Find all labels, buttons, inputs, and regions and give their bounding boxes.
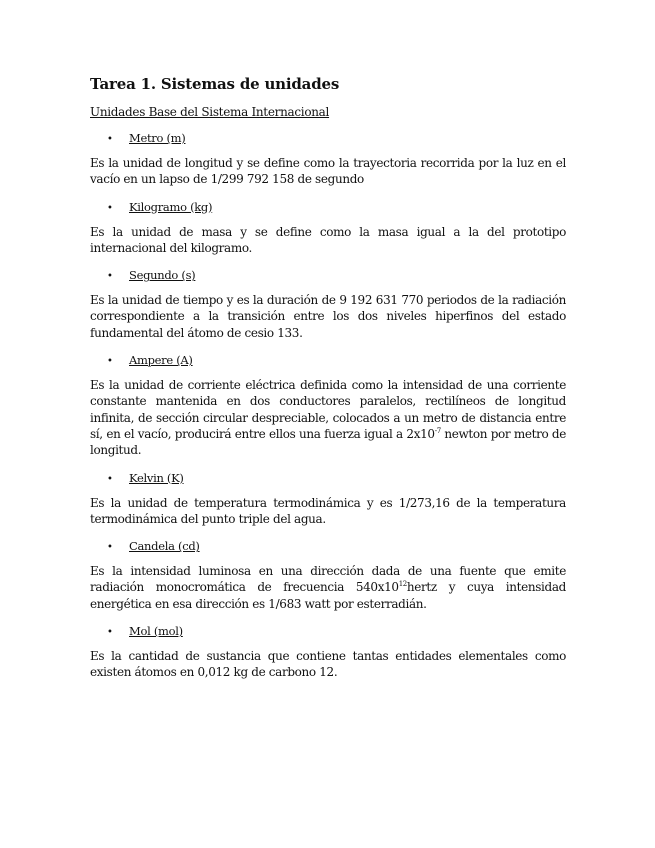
exponent: 12 <box>398 580 407 589</box>
unit-heading <box>90 470 566 488</box>
unit-description-text: hertz y cuya intensidad energética en esa dirección es 1/683 watt por esterradián. <box>90 580 566 611</box>
unit-label: Kilogramo (kg) <box>129 199 213 214</box>
unit-description <box>90 563 566 612</box>
unit-heading <box>90 623 566 641</box>
unit-section-ampere <box>90 352 566 458</box>
bullet-icon: • <box>107 202 113 214</box>
unit-heading <box>90 538 566 556</box>
unit-label: Kelvin (K) <box>129 470 184 485</box>
bullet-icon: • <box>107 627 113 639</box>
unit-section-mol <box>90 623 566 681</box>
unit-label: Metro (m) <box>129 131 186 145</box>
unit-label: Candela (cd) <box>129 539 200 554</box>
unit-description-text: newton por metro de longitud. <box>90 426 566 458</box>
unit-description: Es la cantidad de sustancia que contiene tantas entidades elementales como existen átomos en 0,012 kg de carbono 12. <box>90 649 566 680</box>
unit-heading <box>90 267 566 285</box>
unit-description: Es la unidad de masa y se define como la masa igual a la del prototipo internacional del kilogramo. <box>90 224 566 255</box>
unit-label: Segundo (s) <box>129 268 196 283</box>
unit-label: Mol (mol) <box>129 624 183 639</box>
unit-section-metro <box>90 130 566 188</box>
unit-label: Ampere (A) <box>129 353 193 368</box>
bullet-icon: • <box>107 473 113 485</box>
unit-section-segundo <box>90 267 566 341</box>
bullet-icon: • <box>107 356 113 368</box>
document-subtitle: Unidades Base del Sistema Internacional <box>90 105 330 119</box>
unit-section-kelvin <box>90 470 566 528</box>
unit-heading <box>90 199 566 217</box>
unit-description <box>90 377 566 458</box>
unit-section-candela <box>90 538 566 612</box>
unit-heading <box>90 130 566 148</box>
document-page <box>90 74 566 692</box>
document-title: Tarea 1. Sistemas de unidades <box>90 75 340 93</box>
bullet-icon: • <box>107 134 113 145</box>
unit-description: Es la unidad de longitud y se define como la trayectoria recorrida por la luz en el vacío en un lapso de 1/299 792 158 de segundo <box>90 156 566 187</box>
exponent: -7 <box>434 426 441 435</box>
unit-description: Es la unidad de temperatura termodinámica y es 1/273,16 de la temperatura termodinámica del punto triple del agua. <box>90 495 566 526</box>
unit-description-text: Es la unidad de corriente eléctrica definida como la intensidad de una corriente constante mantenida en dos conductores paralelos, rectilíneos de longitud infinita, de sección circular despreciable, colocados a un metro de distancia entre sí, en el vacío, producirá entre ellos una fuerza igual a 2x10 <box>90 378 566 441</box>
unit-description: Es la unidad de tiempo y es la duración de 9 192 631 770 periodos de la radiación correspondiente a la transición entre los dos niveles hiperfinos del estado fundamental del átomo de cesio 133. <box>90 293 566 340</box>
unit-section-kilogramo <box>90 199 566 257</box>
bullet-icon: • <box>107 271 113 283</box>
unit-description-text: Es la intensidad luminosa en una dirección dada de una fuente que emite radiación monocromática de frecuencia 540x10 <box>90 564 566 595</box>
unit-heading <box>90 352 566 370</box>
bullet-icon: • <box>107 542 113 554</box>
